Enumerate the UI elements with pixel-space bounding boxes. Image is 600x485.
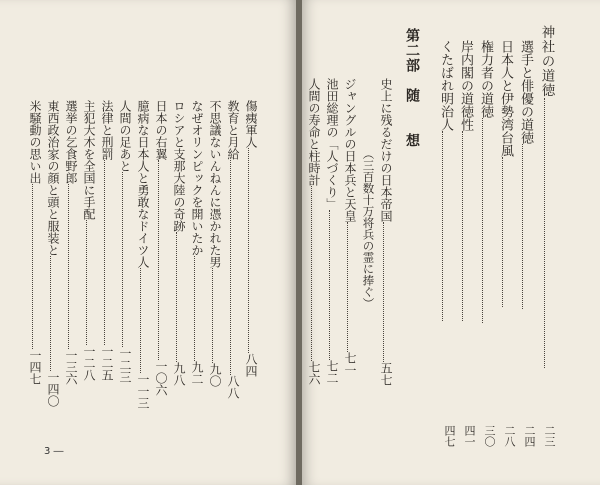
toc-entry bbox=[479, 40, 492, 323]
toc-entry bbox=[308, 78, 320, 385]
toc-entry bbox=[65, 100, 77, 385]
leader-dots bbox=[462, 131, 463, 321]
entry-title: 神社の道徳 bbox=[538, 25, 555, 98]
entry-title: 臆病な日本人と勇敢なドイツ人 bbox=[136, 100, 150, 268]
page-number: 八四 bbox=[244, 353, 258, 377]
page-number: 七一 bbox=[343, 352, 357, 376]
page-number: 一二五 bbox=[100, 345, 114, 381]
page-number: 四七 bbox=[443, 425, 456, 447]
entry-title: 史上に残るだけの日本帝国 bbox=[379, 78, 393, 222]
toc-entry bbox=[499, 40, 512, 307]
toc-entry bbox=[191, 100, 203, 385]
leader-dots bbox=[212, 268, 213, 363]
part-heading: 第二部 随 想 bbox=[404, 28, 420, 148]
leader-dots bbox=[248, 148, 249, 353]
page-number: 一三六 bbox=[64, 349, 78, 385]
dedication-subtitle: （三百数十万将兵の霊に捧ぐ） bbox=[361, 148, 376, 309]
toc-entry bbox=[83, 100, 95, 381]
entry-title: 不思議ないんねんに憑かれた男 bbox=[208, 100, 222, 268]
entry-title: 主犯大木を全国に手配 bbox=[82, 100, 96, 220]
page-number: 八八 bbox=[226, 375, 240, 399]
leader-dots bbox=[176, 232, 177, 362]
toc-entry bbox=[439, 40, 452, 321]
leader-dots bbox=[383, 222, 384, 362]
entry-title: 東西政治家の顔と頭と服装と bbox=[46, 100, 60, 256]
page-number: 二三 bbox=[543, 425, 556, 447]
entry-title: 日本人と伊勢湾台風 bbox=[498, 40, 513, 157]
toc-entry bbox=[326, 78, 338, 384]
leader-dots bbox=[347, 222, 348, 352]
leader-dots bbox=[32, 184, 33, 349]
toc-entry bbox=[47, 100, 59, 407]
leader-dots bbox=[86, 220, 87, 345]
page-number: 二八 bbox=[503, 425, 516, 447]
entry-title: ジャングルの日本兵と天皇 bbox=[343, 78, 357, 222]
toc-entry bbox=[119, 100, 131, 383]
page-folio: 3 ― bbox=[44, 446, 64, 457]
entry-title: 日本の右翼 bbox=[154, 100, 168, 160]
leader-dots bbox=[482, 118, 483, 323]
toc-entry bbox=[519, 40, 532, 309]
entry-title: なぜオリンピックを開いたか bbox=[190, 100, 204, 256]
entry-title: 米騒動の思い出 bbox=[28, 100, 42, 184]
leader-dots bbox=[158, 160, 159, 360]
toc-entry bbox=[539, 25, 553, 368]
entry-title: くたばれ明治人 bbox=[438, 40, 453, 131]
right-page bbox=[302, 0, 600, 485]
leader-dots bbox=[442, 131, 443, 321]
page-number: 一二三 bbox=[118, 347, 132, 383]
toc-entry bbox=[380, 78, 392, 386]
entry-title: ロシアと支那大陸の奇跡 bbox=[172, 100, 186, 232]
page-number: 一一三 bbox=[136, 373, 150, 409]
leader-dots bbox=[311, 186, 312, 361]
leader-dots bbox=[502, 157, 503, 307]
toc-entry bbox=[459, 40, 472, 321]
page-number: 一四七 bbox=[28, 349, 42, 385]
toc-entry bbox=[155, 100, 167, 396]
entry-title: 岸内閣の道徳性 bbox=[458, 40, 473, 131]
toc-entry bbox=[101, 100, 113, 381]
page-number: 四一 bbox=[463, 425, 476, 447]
toc-entry bbox=[137, 100, 149, 409]
page-number: 五七 bbox=[379, 362, 393, 386]
toc-entry bbox=[245, 100, 257, 377]
page-number: 九八 bbox=[172, 362, 186, 386]
page-number: 三〇 bbox=[483, 425, 496, 447]
page-number: 七六 bbox=[307, 361, 321, 385]
entry-title: 選挙の乞食野郎 bbox=[64, 100, 78, 184]
leader-dots bbox=[140, 268, 141, 373]
entry-title: 教育と月給 bbox=[226, 100, 240, 160]
page-number: 二四 bbox=[523, 425, 536, 447]
leader-dots bbox=[194, 256, 195, 361]
page-number: 九〇 bbox=[208, 363, 222, 387]
leader-dots bbox=[50, 256, 51, 371]
page-number: 一二八 bbox=[82, 345, 96, 381]
entry-title: 権力者の道徳 bbox=[478, 40, 493, 118]
toc-entry bbox=[344, 78, 356, 376]
entry-title: 人間の寿命と柱時計 bbox=[307, 78, 321, 186]
entry-title: 人間の足あと bbox=[118, 100, 132, 172]
leader-dots bbox=[329, 210, 330, 360]
entry-title: 池田総理の「人づくり」 bbox=[325, 78, 339, 210]
toc-entry bbox=[209, 100, 221, 387]
leader-dots bbox=[122, 172, 123, 347]
entry-title: 傷痍軍人 bbox=[244, 100, 258, 148]
leader-dots bbox=[230, 160, 231, 375]
entry-title: 法律と刑罰 bbox=[100, 100, 114, 160]
leader-dots bbox=[544, 98, 545, 368]
page-number: 九二 bbox=[190, 361, 204, 385]
toc-entry bbox=[173, 100, 185, 386]
page-number: 一〇六 bbox=[154, 360, 168, 396]
toc-entry bbox=[29, 100, 41, 385]
left-page bbox=[0, 0, 296, 485]
entry-title: 選手と俳優の道徳 bbox=[518, 40, 533, 144]
leader-dots bbox=[522, 144, 523, 309]
toc-entry bbox=[227, 100, 239, 399]
page-number: 一四〇 bbox=[46, 371, 60, 407]
page-number: 七二 bbox=[325, 360, 339, 384]
leader-dots bbox=[104, 160, 105, 345]
leader-dots bbox=[68, 184, 69, 349]
